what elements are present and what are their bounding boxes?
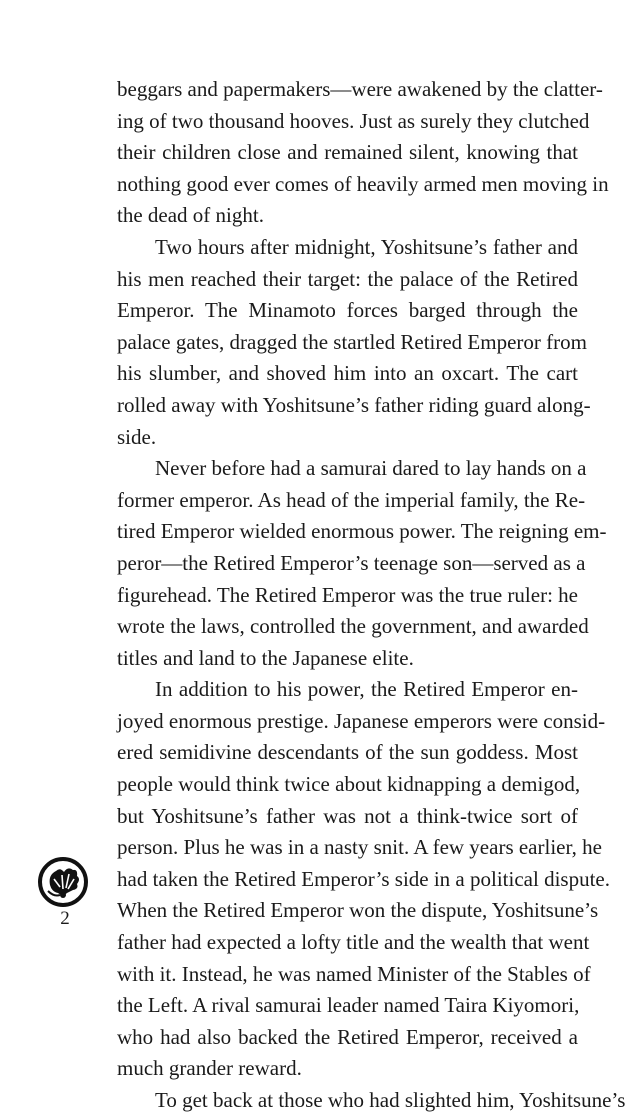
text-line: person. Plus he was in a nasty snit. A few years earlier, he xyxy=(117,835,602,860)
text-line: their children close and remained silent, knowing that xyxy=(117,140,578,165)
text-line: palace gates, dragged the startled Retired Emperor from xyxy=(117,329,587,354)
text-line: beggars and papermakers—were awakened by the clatter- xyxy=(117,77,603,101)
text-line: his men reached their target: the palace of the Retired xyxy=(117,266,578,291)
text-line: wrote the laws, controlled the government, and awarded xyxy=(117,614,589,639)
text-line: had taken the Retired Emperor’s side in a political dispute. xyxy=(117,866,610,891)
text-line: side. xyxy=(117,424,157,449)
text-line: with it. Instead, he was named Minister of the Stables of xyxy=(117,961,591,986)
text-line: figurehead. The Retired Emperor was the true ruler: he xyxy=(117,582,578,607)
text-line: much grander reward. xyxy=(117,1056,302,1081)
text-line: but Yoshitsune’s father was not a think-twice sort of xyxy=(117,803,578,828)
text-line: ing of two thousand hooves. Just as surely they clutched xyxy=(117,108,590,133)
text-line: To get back at those who had slighted him, Yoshitsune’s xyxy=(155,1088,626,1112)
text-line: When the Retired Emperor won the dispute, Yoshitsune’s xyxy=(117,898,599,923)
text-line: the dead of night. xyxy=(117,203,264,228)
text-line: titles and land to the Japanese elite. xyxy=(117,645,414,670)
text-line: former emperor. As head of the imperial family, the Re- xyxy=(117,487,586,512)
text-line: In addition to his power, the Retired Emperor en- xyxy=(155,677,578,702)
family-crest-icon xyxy=(36,855,90,909)
text-line: father had expected a lofty title and the wealth that went xyxy=(117,930,590,955)
text-line: joyed enormous prestige. Japanese emperors were consid- xyxy=(117,708,606,733)
body-text xyxy=(117,74,626,1117)
text-line: the Left. A rival samurai leader named Taira Kiyomori, xyxy=(117,993,580,1018)
text-line: Two hours after midnight, Yoshitsune’s father and xyxy=(155,234,578,259)
text-line: Emperor. The Minamoto forces barged through the xyxy=(117,298,578,323)
text-line: his slumber, and shoved him into an oxcart. The cart xyxy=(117,361,578,386)
text-line: people would think twice about kidnapping a demigod, xyxy=(117,772,581,797)
page-number: 2 xyxy=(60,908,70,929)
text-line: ered semidivine descendants of the sun goddess. Most xyxy=(117,740,578,765)
text-line: rolled away with Yoshitsune’s father riding guard along- xyxy=(117,392,591,417)
text-line: nothing good ever comes of heavily armed men moving in xyxy=(117,171,609,196)
text-line: tired Emperor wielded enormous power. The reigning em- xyxy=(117,519,607,544)
text-line: Never before had a samurai dared to lay hands on a xyxy=(155,456,587,481)
text-line: who had also backed the Retired Emperor, received a xyxy=(117,1024,578,1049)
text-line: peror—the Retired Emperor’s teenage son—served as a xyxy=(117,550,586,575)
